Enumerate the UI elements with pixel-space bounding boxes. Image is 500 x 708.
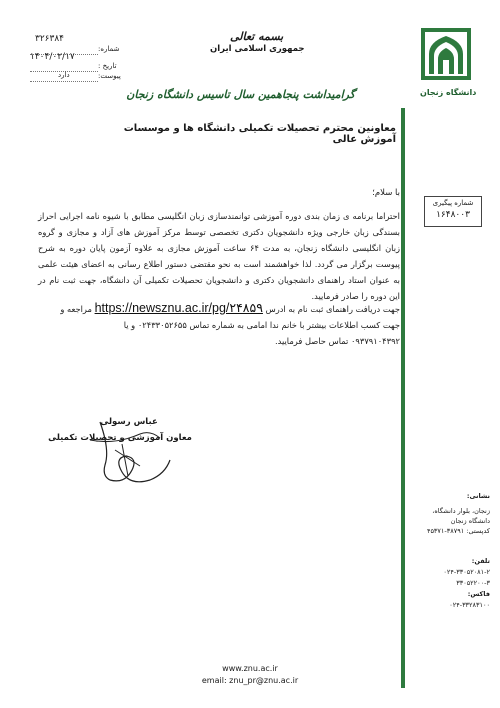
p2-line-3: ۰۹۳۷۹۱۰۴۳۹۲ تماس حاصل فرمایید. bbox=[274, 336, 400, 346]
basmala: بسمه تعالی bbox=[230, 30, 284, 43]
registration-guide-link[interactable]: https://newsznu.ac.ir/pg/۲۴۸۵۹ bbox=[94, 301, 263, 315]
phone-2: ۳۳۰۵۲۲۰۰-۳ bbox=[456, 579, 490, 587]
tracking-number: ۱۶۴۸۰۰۳ bbox=[436, 210, 470, 220]
p2-line1-suffix: مراجعه و bbox=[60, 304, 92, 314]
p2-line-1 bbox=[38, 300, 400, 317]
tracking-label: شماره پیگیری bbox=[432, 199, 474, 207]
fax-number: ۰۲۴-۳۳۲۸۳۱۰۰ bbox=[449, 601, 490, 609]
address-line-1: زنجان، بلوار دانشگاه، bbox=[432, 507, 490, 515]
attachment-line bbox=[30, 81, 98, 82]
address-line-2: دانشگاه زنجان bbox=[450, 517, 490, 525]
p2-line-2: جهت کسب اطلاعات بیشتر با خانم ندا امامی به شماره تماس ۰۲۴۳۳۰۵۲۶۵۵ و یا bbox=[123, 320, 400, 330]
body-paragraph-2 bbox=[38, 300, 400, 349]
republic-title: جمهوری اسلامی ایران bbox=[210, 44, 305, 54]
doc-number-value: ۳۲۶۳۸۴ bbox=[35, 34, 65, 44]
anniversary-motto: گرامیداشت پنجاهمین سال تاسیس دانشگاه زنجان bbox=[126, 88, 355, 101]
signatory-title: معاون آموزشی و تحصیلات تکمیلی bbox=[48, 433, 192, 443]
phone-label: تلفن: bbox=[471, 557, 490, 565]
contact-sidebar bbox=[408, 492, 490, 611]
doc-number-label: شماره: bbox=[98, 45, 120, 53]
university-logo-graphic bbox=[415, 24, 477, 88]
attachment-value: دارد bbox=[58, 71, 70, 79]
body-paragraph-1: احتراما برنامه ی زمان بندی دوره آموزشی توانمندسازی زبان انگلیسی مطابق با شیوه نامه اجرایی احراز بسندگی زبان خارجی ویژه دانشجویان دکتری تخصصی توسط مرکز آموزش های آزاد و مجازی و گروه زبان انگلیسی دانشگاه زنجان، به مدت ۶۴ ساعت آموزش مجازی به علاوه آزمون پایان دوره به شرح پیوست برگزار می گردد. لذا خواهشمند است به نحو مقتضی دستور اطلاع رسانی به اعضای هیئت علمی به عنوان استاد راهنمای دانشجویان دکتری و دانشجویان تحصیلات تکمیلی آن دانشگاه، جهت ثبت نام در این دوره را صادر فرمایید. bbox=[38, 211, 401, 301]
fax-label: فاکس: bbox=[467, 590, 490, 598]
recipient-heading: معاونین محترم تحصیلات تکمیلی دانشگاه ها و موسسات آموزش عالی bbox=[123, 123, 396, 145]
tracking-box bbox=[424, 196, 482, 227]
doc-date-label: تاریخ : bbox=[98, 62, 117, 70]
doc-date-value: ۱۴۰۴/۰۲/۱۷ bbox=[30, 52, 75, 62]
phone-1: ۰۲۴-۳۳۰۵۲۰۸۱-۲ bbox=[443, 568, 490, 576]
p2-line1-prefix: جهت دریافت راهنمای ثبت نام به ادرس bbox=[265, 304, 400, 314]
signatory-name: عباس رسولی bbox=[100, 417, 158, 427]
footer-website[interactable]: www.znu.ac.ir bbox=[222, 664, 278, 673]
greeting: با سلام؛ bbox=[372, 188, 400, 198]
logo-caption: دانشگاه زنجان bbox=[420, 88, 477, 97]
address-label: نشانی: bbox=[466, 492, 490, 500]
attachment-label: پیوست: bbox=[98, 72, 121, 80]
side-decorative-band bbox=[401, 108, 405, 688]
university-logo bbox=[415, 24, 477, 88]
address-line-3: کدپستی: ۳۸۷۹۱-۴۵۳۷۱ bbox=[426, 527, 490, 535]
footer-email[interactable]: email: znu_pr@znu.ac.ir bbox=[201, 676, 299, 685]
